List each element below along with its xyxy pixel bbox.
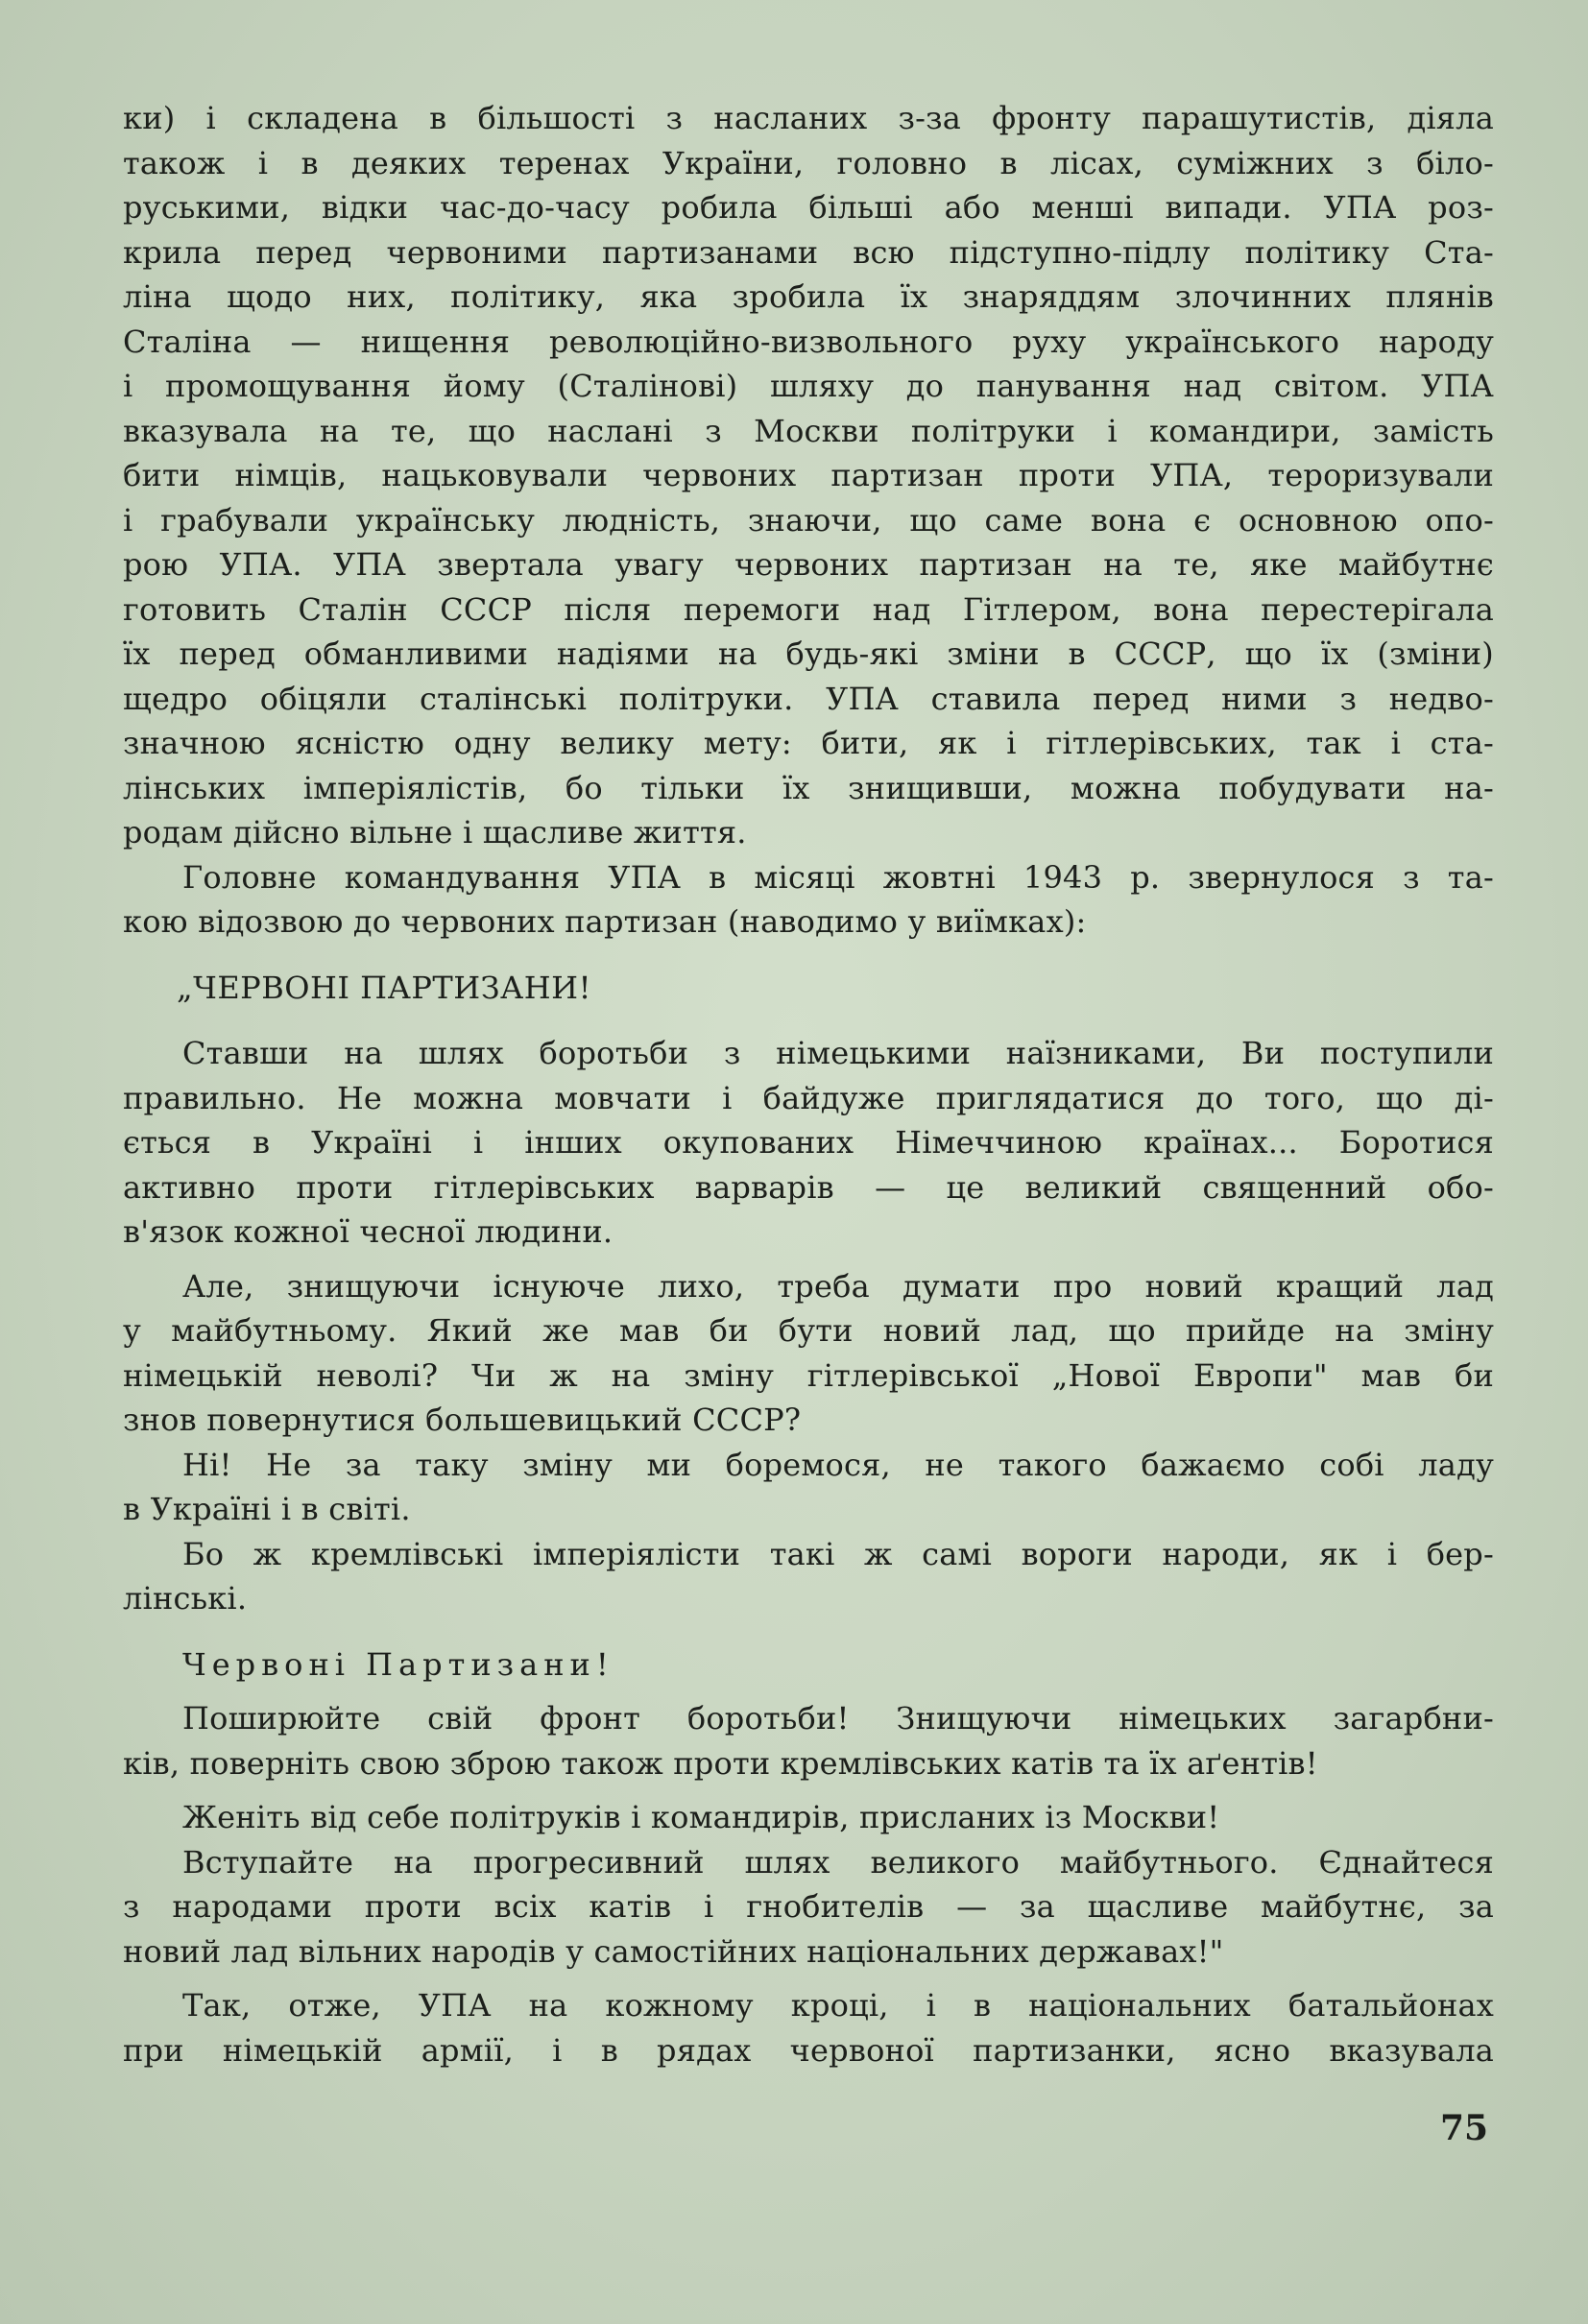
text-line: ліна щодо них, політику, яка зробила їх знаряддям злочинних плянів bbox=[123, 278, 1494, 315]
text-line: Женіть від себе політруків і командирів, присланих із Москви! bbox=[182, 1799, 1220, 1835]
text-line: Сталіна — нищення революційно-визвольного руху українського народу bbox=[123, 323, 1494, 360]
text-line: бити німців, нацьковували червоних партизан проти УПА, тероризували bbox=[123, 457, 1494, 493]
text-line: знов повернутися большевицький СССР? bbox=[123, 1402, 802, 1438]
paragraph bbox=[123, 1031, 1494, 1255]
text-line: значною ясністю одну велику мету: бити, як і гітлерівських, так і ста- bbox=[123, 725, 1494, 761]
paragraph bbox=[123, 1840, 1494, 1975]
paragraph bbox=[123, 96, 1494, 855]
text-line: їх перед обманливими надіями на будь-які зміни в СССР, що їх (зміни) bbox=[123, 635, 1494, 672]
text-line: і промощування йому (Сталінові) шляху до панування над світом. УПА bbox=[123, 368, 1494, 404]
paragraph bbox=[123, 855, 1494, 945]
paragraph bbox=[123, 1696, 1494, 1785]
text-line: родам дійсно вільне і щасливе життя. bbox=[123, 814, 747, 851]
text-line: Ні! Не за таку зміну ми боремося, не такого бажаємо собі ладу bbox=[182, 1446, 1494, 1483]
text-line: при німецькій армії, і в рядах червоної партизанки, ясно вказувала bbox=[123, 2031, 1494, 2069]
text-line: крила перед червоними партизанами всю підступно-підлу політику Ста- bbox=[123, 233, 1494, 271]
text-line: ків, поверніть свою зброю також проти кремлівських катів та їх аґентів! bbox=[123, 1744, 1318, 1782]
text-line: ється в Україні і інших окупованих Німеччиною країнах... Боротися bbox=[123, 1124, 1494, 1161]
text-line: також і в деяких теренах України, головно в лісах, суміжних з біло- bbox=[123, 144, 1494, 181]
text-line: руськими, відки час-до-часу робила більші або менші випади. УПА роз- bbox=[123, 189, 1494, 226]
paragraph bbox=[123, 1795, 1494, 1840]
text-line: в'язок кожної чесної людини. bbox=[123, 1213, 614, 1250]
text-line: і грабували українську людність, знаючи, що саме вона є основною опо- bbox=[123, 501, 1494, 539]
text-line: Ставши на шлях боротьби з німецькими наїзниками, Ви поступили bbox=[182, 1035, 1494, 1071]
text-line: в Україні і в світі. bbox=[123, 1491, 411, 1527]
appeal-subheading: Червоні Партизани! bbox=[182, 1645, 614, 1683]
text-line: Поширюйте свій фронт боротьби! Знищуючи німецьких загарбни- bbox=[182, 1700, 1494, 1737]
text-line: німецькій неволі? Чи ж на зміну гітлерівської „Нової Европи" мав би bbox=[123, 1356, 1494, 1394]
text-line: готовить Сталін СССР після перемоги над Гітлером, вона перестерігала bbox=[123, 590, 1494, 628]
text-line: з народами проти всіх катів і гнобителів — за щасливе майбутнє, за bbox=[123, 1888, 1494, 1925]
appeal-heading: „ЧЕРВОНІ ПАРТИЗАНИ! bbox=[177, 969, 591, 1006]
paragraph bbox=[123, 1983, 1494, 2072]
text-line: ки) і складена в більшості з насланих з-за фронту парашутистів, діяла bbox=[123, 100, 1494, 136]
text-line: кою відозвою до червоних партизан (наводимо у виїмках): bbox=[123, 903, 1087, 940]
page-number: 75 bbox=[1440, 2108, 1489, 2148]
text-line: лінські. bbox=[123, 1580, 248, 1617]
text-line: вказувала на те, що наслані з Москви політруки і командири, замість bbox=[123, 412, 1494, 449]
paragraph bbox=[123, 1532, 1494, 1621]
body-text bbox=[123, 96, 1494, 2072]
text-line: рою УПА. УПА звертала увагу червоних партизан на те, яке майбутнє bbox=[123, 546, 1494, 583]
text-line: Так, отже, УПА на кожному кроці, і в національних батальйонах bbox=[182, 1987, 1494, 2024]
paragraph bbox=[123, 1443, 1494, 1532]
text-line: Бо ж кремлівські імперіялісти такі ж самі вороги народи, як і бер- bbox=[182, 1535, 1494, 1572]
text-line: у майбутньому. Який же мав би бути новий лад, що прийде на зміну bbox=[123, 1312, 1494, 1349]
text-line: Головне командування УПА в місяці жовтні 1943 р. звернулося з та- bbox=[182, 858, 1494, 896]
text-line: щедро обіцяли сталінські політруки. УПА ставила перед ними з недво- bbox=[123, 680, 1494, 717]
text-line: активно проти гітлерівських варварів — це великий священний обо- bbox=[123, 1168, 1494, 1206]
text-line: новий лад вільних народів у самостійних національних державах!" bbox=[123, 1932, 1224, 1970]
text-line: Вступайте на прогресивний шлях великого майбутнього. Єднайтеся bbox=[182, 1843, 1494, 1881]
text-line: правильно. Не можна мовчати і байдуже приглядатися до того, що ді- bbox=[123, 1079, 1494, 1116]
text-line: Але, знищуючи існуюче лихо, треба думати про новий кращий лад bbox=[182, 1267, 1494, 1305]
text-line: лінських імперіялістів, бо тільки їх знищивши, можна побудувати на- bbox=[123, 769, 1494, 806]
paragraph bbox=[123, 1264, 1494, 1443]
